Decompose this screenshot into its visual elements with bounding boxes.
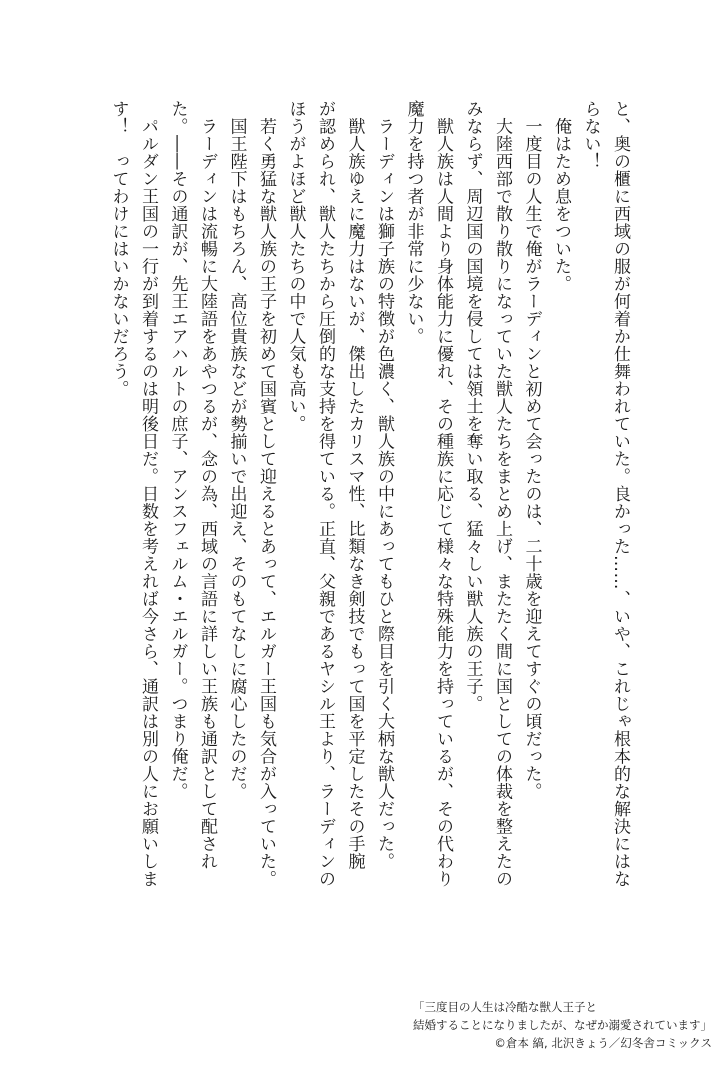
credit-title-line-1: 「三度目の人生は冷酷な獣人王子と — [413, 1000, 597, 1014]
text-line: 俺はため息をついた。 — [551, 100, 571, 293]
copyright-credit — [413, 998, 712, 1052]
text-line: た。――その通訳が、先王エアハルトの庶子、アンスフェルム・エルガー。つまり俺だ。 — [167, 100, 188, 800]
text-line: と、奥の櫃に西域の服が何着か仕舞われていた。良かった……、いや、これじゃ根本的な解決にはな — [610, 100, 630, 888]
text-line: す！ ってわけにはいかないだろう。 — [108, 100, 129, 398]
text-line: らない！ — [580, 100, 601, 170]
text-line: 大陸西部で散り散りになっていた獣人たちをまとめ上げ、またたく間に国としての体裁を整えたの — [492, 100, 512, 888]
text-line: 獣人族ゆえに魔力はないが、傑出したカリスマ性、比類なき剣技でもって国を平定したその手腕 — [344, 100, 365, 870]
text-line: 魔力を持つ者が非常に少ない。 — [403, 100, 424, 345]
text-line: が認められ、獣人たちから圧倒的な支持を得ている。正直、父親であるヤシル王より、ラーディンの — [315, 100, 335, 888]
credit-copyright: ©倉本 縞, 北沢きょう／幻冬舎コミックス — [494, 1036, 712, 1050]
text-line: ラーディンは流暢に大陸語をあやつるが、念の為、西域の言語に詳しい王族も通訳として配され — [197, 100, 217, 870]
text-line: 獣人族は人間より身体能力に優れ、その種族に応じて様々な特殊能力を持っているが、その代わり — [433, 100, 453, 888]
text-line: みならず、周辺国の国境を侵しては領土を奪い取る、猛々しい獣人族の王子。 — [462, 100, 483, 713]
text-line: パルダン王国の一行が到着するのは明後日だ。日数を考えれば今さら、通訳は別の人にお願いしま — [138, 100, 158, 888]
text-line: 一度目の人生で俺がラーディンと初めて会ったのは、二十歳を迎えてすぐの頃だった。 — [521, 100, 542, 800]
text-line: 若く勇猛な獣人族の王子を初めて国賓として迎えるとあって、エルガー王国も気合が入っていた。 — [256, 100, 276, 888]
novel-body-text — [102, 100, 634, 910]
text-line: ほうがよほど獣人たちの中で人気も高い。 — [285, 100, 306, 433]
text-line: ラーディンは獅子族の特徴が色濃く、獣人族の中にあってもひと際目を引く大柄な獣人だった。 — [374, 100, 394, 870]
text-line: 国王陛下はもちろん、高位貴族などが勢揃いで出迎え、そのもてなしに腐心したのだ。 — [226, 100, 247, 800]
credit-title-line-2: 結婚することになりましたが、なぜか溺愛されています」 — [413, 1018, 712, 1032]
